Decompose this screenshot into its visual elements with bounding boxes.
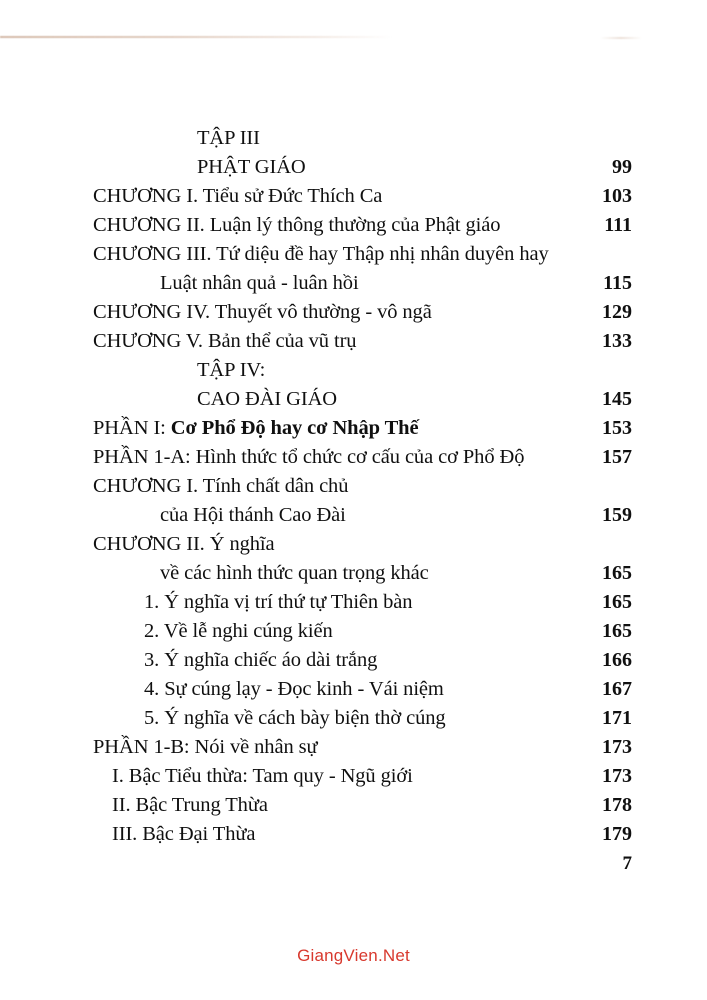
toc-entry-page-number: 165 bbox=[602, 591, 632, 613]
toc-entry bbox=[0, 820, 707, 849]
table-of-contents bbox=[0, 124, 707, 849]
toc-entry-page-number: 129 bbox=[602, 301, 632, 323]
toc-entry bbox=[0, 762, 707, 791]
toc-entry-label: CHƯƠNG III. Tứ diệu đề hay Thập nhị nhân duyên hay bbox=[93, 243, 549, 265]
toc-entry bbox=[0, 791, 707, 820]
toc-entry-page-number: 157 bbox=[602, 446, 632, 468]
toc-entry-label: PHẬT GIÁO bbox=[197, 156, 306, 178]
toc-entry-label: TẬP IV: bbox=[197, 359, 266, 381]
watermark: GiangVien.Net bbox=[297, 946, 410, 965]
toc-entry bbox=[0, 269, 707, 298]
toc-entry-page-number: 165 bbox=[602, 562, 632, 584]
toc-entry bbox=[0, 356, 707, 385]
toc-entry-label: của Hội thánh Cao Đài bbox=[160, 504, 346, 526]
toc-entry bbox=[0, 443, 707, 472]
toc-entry bbox=[0, 298, 707, 327]
toc-entry-label: CHƯƠNG I. Tiểu sử Đức Thích Ca bbox=[93, 185, 383, 207]
toc-entry-page-number: 173 bbox=[602, 736, 632, 758]
toc-entry-page-number: 173 bbox=[602, 765, 632, 787]
toc-entry bbox=[0, 182, 707, 211]
toc-entry-page-number: 103 bbox=[602, 185, 632, 207]
toc-entry bbox=[0, 733, 707, 762]
toc-entry-page-number: 179 bbox=[602, 823, 632, 845]
toc-entry bbox=[0, 327, 707, 356]
toc-entry-page-number: 165 bbox=[602, 620, 632, 642]
toc-entry bbox=[0, 559, 707, 588]
toc-entry-label: CHƯƠNG IV. Thuyết vô thường - vô ngã bbox=[93, 301, 432, 323]
toc-entry bbox=[0, 588, 707, 617]
toc-entry bbox=[0, 124, 707, 153]
toc-entry bbox=[0, 501, 707, 530]
toc-entry-label: CHƯƠNG II. Luận lý thông thường của Phật giáo bbox=[93, 214, 501, 236]
toc-entry bbox=[0, 530, 707, 559]
toc-entry-label: 2. Về lễ nghi cúng kiến bbox=[144, 620, 333, 642]
toc-entry bbox=[0, 617, 707, 646]
toc-entry bbox=[0, 153, 707, 182]
toc-entry-label: CAO ĐÀI GIÁO bbox=[197, 388, 338, 410]
toc-entry bbox=[0, 414, 707, 443]
toc-entry-page-number: 159 bbox=[602, 504, 632, 526]
toc-entry-label: CHƯƠNG II. Ý nghĩa bbox=[93, 533, 275, 555]
toc-entry-label: PHẦN 1-A: Hình thức tổ chức cơ cấu của cơ Phổ Độ bbox=[93, 446, 525, 468]
toc-entry bbox=[0, 472, 707, 501]
toc-entry-label: III. Bậc Đại Thừa bbox=[112, 823, 256, 845]
toc-entry-label: 3. Ý nghĩa chiếc áo dài trắng bbox=[144, 649, 378, 671]
toc-entry bbox=[0, 675, 707, 704]
toc-entry-page-number: 145 bbox=[602, 388, 632, 410]
folio-number: 7 bbox=[622, 853, 632, 874]
toc-entry-label: PHẦN 1-B: Nói về nhân sự bbox=[93, 736, 318, 758]
toc-entry-page-number: 99 bbox=[612, 156, 632, 178]
toc-entry-label: CHƯƠNG V. Bản thể của vũ trụ bbox=[93, 330, 357, 352]
toc-entry-label: PHẦN I: Cơ Phổ Độ hay cơ Nhập Thế bbox=[93, 417, 419, 439]
toc-entry-page-number: 115 bbox=[603, 272, 632, 294]
toc-entry-label: 1. Ý nghĩa vị trí thứ tự Thiên bàn bbox=[144, 591, 413, 613]
toc-entry bbox=[0, 240, 707, 269]
toc-entry-label: II. Bậc Trung Thừa bbox=[112, 794, 268, 816]
toc-entry-page-number: 133 bbox=[602, 330, 632, 352]
toc-entry bbox=[0, 704, 707, 733]
toc-entry bbox=[0, 211, 707, 240]
toc-entry-label: TẬP III bbox=[197, 127, 260, 149]
toc-entry-label: 5. Ý nghĩa về cách bày biện thờ cúng bbox=[144, 707, 446, 729]
toc-entry-page-number: 178 bbox=[602, 794, 632, 816]
toc-entry-label: 4. Sự cúng lạy - Đọc kinh - Vái niệm bbox=[144, 678, 444, 700]
toc-entry-page-number: 171 bbox=[602, 707, 632, 729]
scan-artifact-line-secondary bbox=[600, 37, 642, 39]
toc-entry-page-number: 111 bbox=[604, 214, 632, 236]
toc-entry-label: Luật nhân quả - luân hồi bbox=[160, 272, 359, 294]
scan-artifact-line bbox=[0, 36, 392, 38]
toc-entry bbox=[0, 385, 707, 414]
toc-entry-label: CHƯƠNG I. Tính chất dân chủ bbox=[93, 475, 349, 497]
toc-entry-page-number: 167 bbox=[602, 678, 632, 700]
toc-entry-label: về các hình thức quan trọng khác bbox=[160, 562, 429, 584]
toc-entry-page-number: 153 bbox=[602, 417, 632, 439]
toc-entry bbox=[0, 646, 707, 675]
toc-entry-label-emphasis: Cơ Phổ Độ hay cơ Nhập Thế bbox=[170, 417, 419, 439]
toc-entry-page-number: 166 bbox=[602, 649, 632, 671]
toc-entry-label: I. Bậc Tiểu thừa: Tam quy - Ngũ giới bbox=[112, 765, 413, 787]
